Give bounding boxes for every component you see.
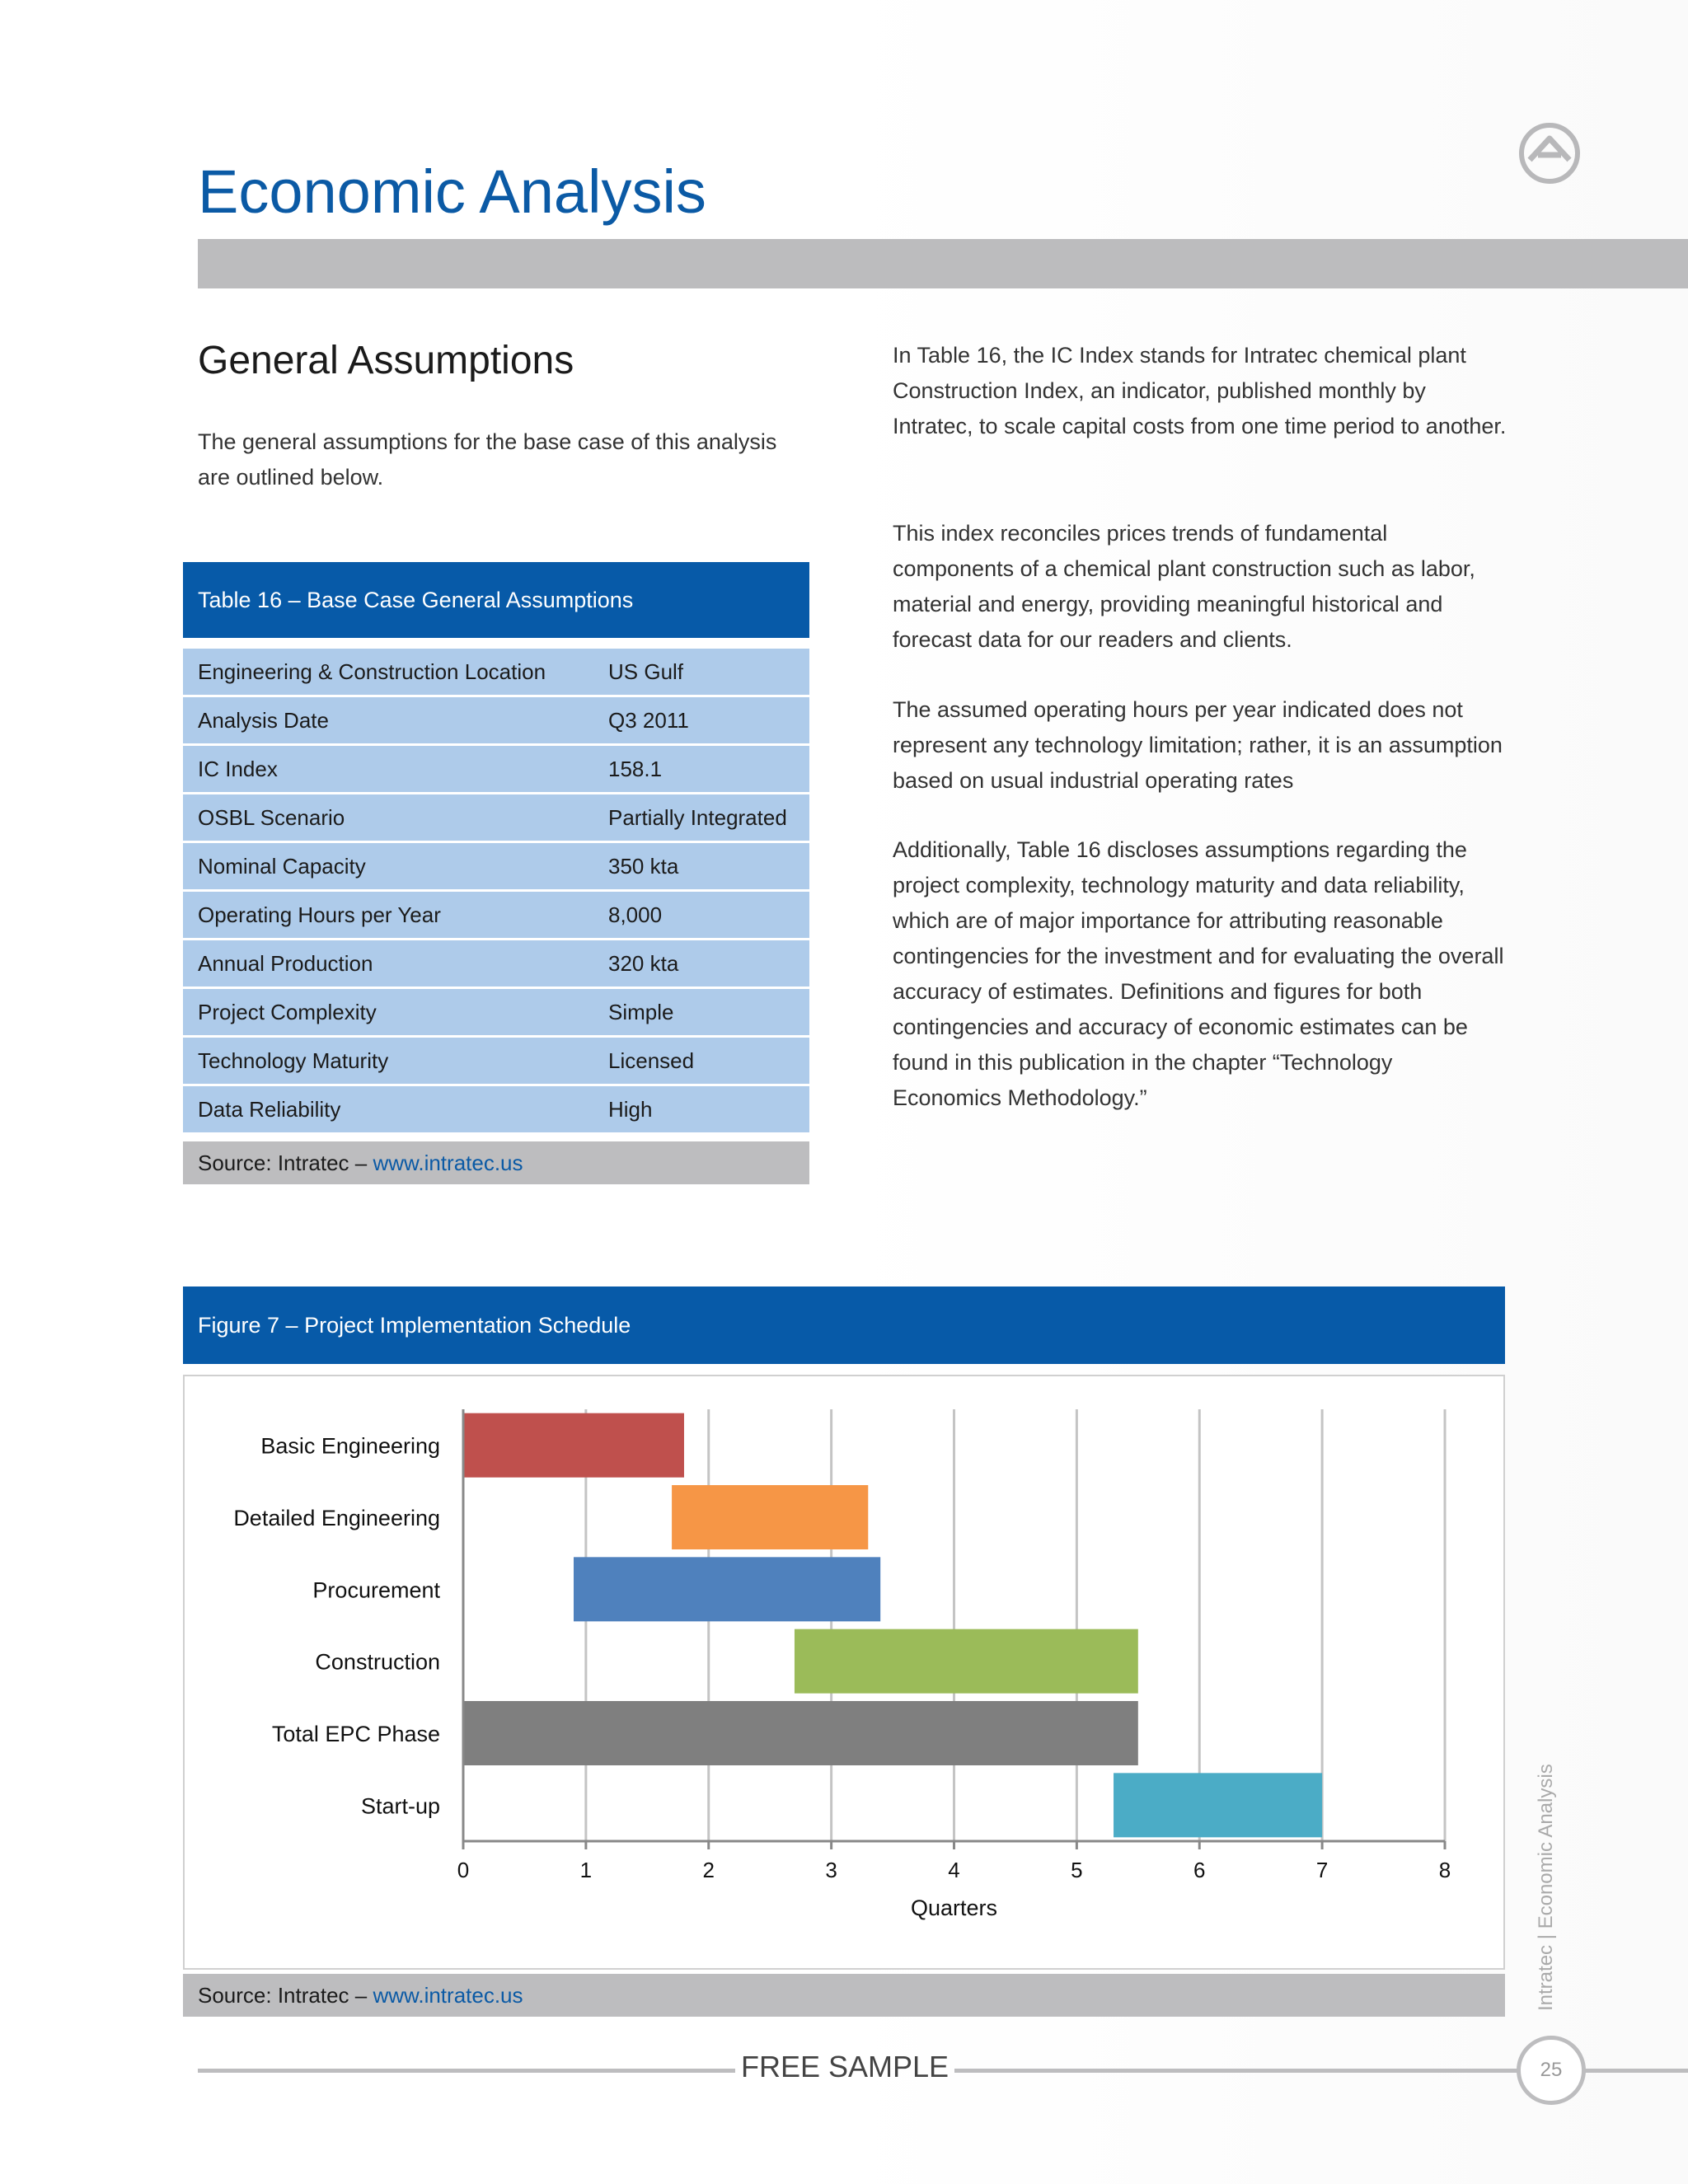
table-row xyxy=(183,746,809,792)
intro-paragraph: The general assumptions for the base case of this analysis are outlined below. xyxy=(198,429,777,490)
table-row-key: Project Complexity xyxy=(198,1000,377,1024)
table-row-key: IC Index xyxy=(198,757,278,781)
bar-procurement xyxy=(574,1557,880,1621)
table-row-key: Annual Production xyxy=(198,951,373,976)
x-tick-label: 0 xyxy=(457,1858,470,1882)
table-row xyxy=(183,1038,809,1084)
footer-free-sample: FREE SAMPLE xyxy=(740,2050,950,2083)
table-row-key: Technology Maturity xyxy=(198,1048,389,1073)
x-tick-label: 7 xyxy=(1315,1858,1329,1882)
table-row-key: Operating Hours per Year xyxy=(198,902,441,927)
x-tick-label: 4 xyxy=(948,1858,960,1882)
category-label: Basic Engineering xyxy=(260,1433,440,1459)
footer-line-left xyxy=(198,2069,735,2073)
figure-source-prefix: Source: Intratec – xyxy=(198,1983,373,2008)
table-source xyxy=(183,1141,809,1184)
x-tick-label: 8 xyxy=(1438,1858,1451,1882)
title-divider-bar xyxy=(198,239,1688,288)
table-row-value: 158.1 xyxy=(608,757,663,781)
table-row-key: Engineering & Construction Location xyxy=(198,659,546,684)
section-title: General Assumptions xyxy=(198,339,574,382)
table-row-key: OSBL Scenario xyxy=(198,805,345,830)
bar-detailed-engineering xyxy=(672,1485,868,1549)
table-row-value: US Gulf xyxy=(608,659,684,684)
table-row-value: High xyxy=(608,1097,653,1122)
table-row xyxy=(183,989,809,1035)
category-label: Procurement xyxy=(312,1577,440,1603)
side-label: Intratec | Economic Analysis xyxy=(1535,1764,1557,2011)
figure-source-link[interactable]: www.intratec.us xyxy=(373,1983,523,2008)
x-tick-label: 6 xyxy=(1193,1858,1206,1882)
page-number: 25 xyxy=(1517,2036,1586,2105)
bar-start-up xyxy=(1114,1773,1322,1837)
chart-frame xyxy=(183,1375,1505,1970)
bar-total-epc-phase xyxy=(463,1701,1138,1765)
table-row-value: 8,000 xyxy=(608,902,663,927)
intratec-logo-icon xyxy=(1518,122,1581,185)
table-row xyxy=(183,697,809,743)
paragraph-ic-index: In Table 16, the IC Index stands for Intratec chemical plant Construction Index, an indicator, published monthly by Intratec, to scale capital costs from one time period to another. xyxy=(893,343,1507,438)
category-label: Total EPC Phase xyxy=(271,1722,440,1746)
table-row-value: Partially Integrated xyxy=(608,805,787,830)
table-source-link[interactable]: www.intratec.us xyxy=(373,1151,523,1175)
gantt-chart xyxy=(185,1376,1503,1968)
x-tick-label: 5 xyxy=(1071,1858,1083,1882)
page-title: Economic Analysis xyxy=(198,157,706,226)
footer-line-right xyxy=(1582,2069,1688,2073)
category-label: Construction xyxy=(315,1649,440,1675)
paragraph-operating-hours: The assumed operating hours per year indicated does not represent any technology limitation; rather, it is an assumption based on usual industrial operating rates xyxy=(893,697,1503,793)
table-row xyxy=(183,794,809,841)
table-source-prefix: Source: Intratec – xyxy=(198,1151,373,1175)
table-row xyxy=(183,892,809,938)
paragraph-additionally: Additionally, Table 16 discloses assumptions regarding the project complexity, technology maturity and data reliability, which are of major importance for attributing reasonable contingencies for the investment and for evaluating the overall accuracy of estimates. Definitions and figures for both contingencies and accuracy of economic estimates can be found in this publication in the chapter “Technology Economics Methodology.” xyxy=(893,837,1504,1110)
table-row xyxy=(183,649,809,695)
table-row-value: Q3 2011 xyxy=(608,708,689,733)
x-tick-label: 1 xyxy=(579,1858,593,1882)
category-label: Start-up xyxy=(360,1793,440,1819)
x-tick-label: 3 xyxy=(825,1858,837,1882)
table-row-key: Nominal Capacity xyxy=(198,854,366,879)
table-row xyxy=(183,1086,809,1132)
category-label: Detailed Engineering xyxy=(233,1506,440,1530)
table-row-value: 320 kta xyxy=(608,951,679,976)
table-row-key: Data Reliability xyxy=(198,1097,341,1122)
table-row xyxy=(183,843,809,889)
x-axis-label: Quarters xyxy=(910,1896,998,1920)
table-row xyxy=(183,940,809,987)
paragraph-index-reconciles: This index reconciles prices trends of fundamental components of a chemical plant construction such as labor, material and energy, providing meaningful historical and forecast data for our readers and clients. xyxy=(893,521,1475,652)
figure-title: Figure 7 – Project Implementation Schedule xyxy=(183,1286,1505,1364)
footer-line-middle xyxy=(954,2069,1523,2073)
table-row-value: 350 kta xyxy=(608,854,679,879)
bar-construction xyxy=(795,1629,1138,1694)
table-title: Table 16 – Base Case General Assumptions xyxy=(183,562,809,638)
table-row-key: Analysis Date xyxy=(198,708,329,733)
bar-basic-engineering xyxy=(463,1413,684,1478)
table-row-value: Simple xyxy=(608,1000,674,1024)
figure-source xyxy=(183,1974,1505,2017)
x-tick-label: 2 xyxy=(702,1858,715,1882)
table-row-value: Licensed xyxy=(608,1048,695,1073)
